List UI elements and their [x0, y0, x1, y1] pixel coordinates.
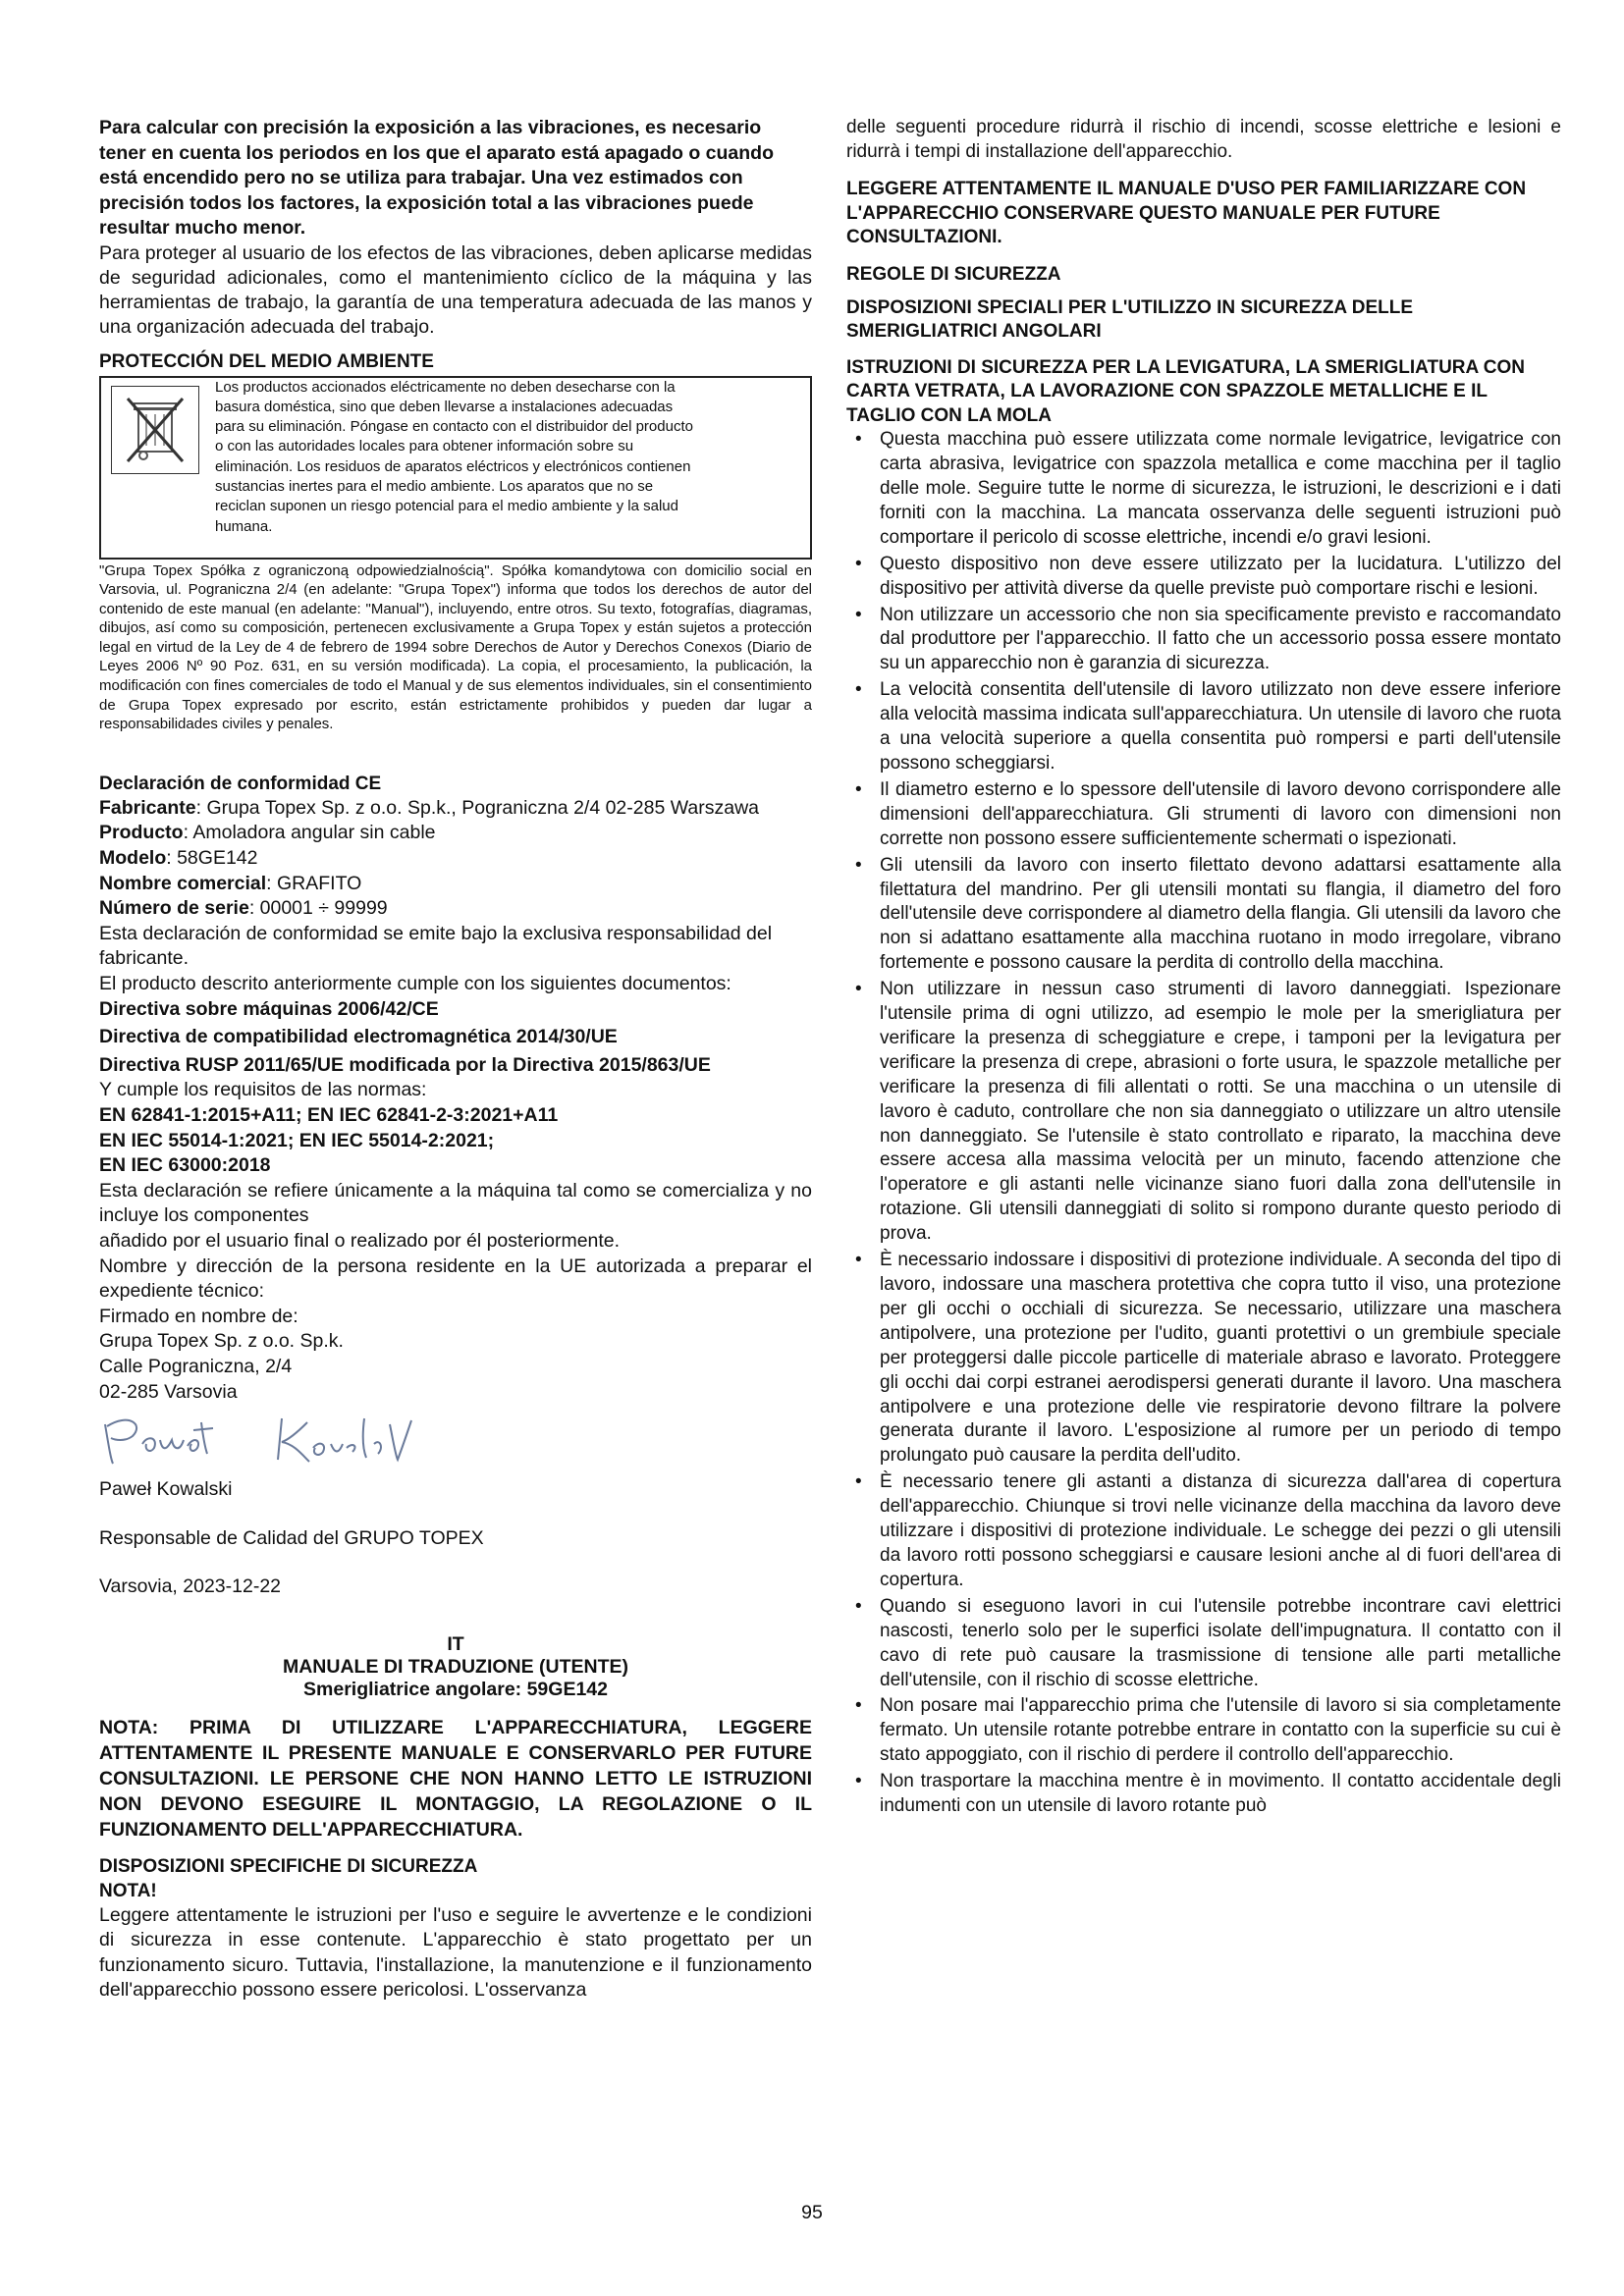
trade-name-value: : GRAFITO [266, 872, 362, 894]
ce-declaration-title: Declaración de conformidad CE [99, 773, 382, 794]
signer-name: Paweł Kowalski [99, 1478, 233, 1501]
weee-bin-icon [111, 386, 199, 474]
standard-line-3: EN IEC 63000:2018 [99, 1154, 271, 1177]
list-item: • La velocità consentita dell'utensile di lavoro utilizzato non deve essere inferiore alla velocità massima indicata sull'apparecchiatura. Un utensile di lavoro che ruota a una velocità superiore a quella consentita può rompersi e parti dell'utensile possono scheggiarsi. [846, 678, 1561, 776]
env-line: para su eliminación. Póngase en contacto con el distribuidor del producto [215, 418, 693, 436]
list-item: • Non utilizzare in nessun caso strumenti di lavoro danneggiati. Ispezionare l'utensile prima di ogni utilizzo, ad esempio le mole per la smerigliatura per verificare la presenza di scheggiature e crepe, i tamponi per la levigatura per verificare la presenza di crepe, abrasioni o forte usura, le spazzole metalliche per verificare la presenza di fili allentati o rotti. Se una macchina o un utensile di lavoro è caduto, controllare che non sia danneggiato o utilizzare un altro utensile non danneggiato. Se l'utensile è stato controllato e riparato, la macchina deve essere accesa alla massima velocità per un minuto, facendo attenzione che l'operatore e gli astanti nelle vicinanze siano fuori dalla zona dell'utensile in rotazione. Gli utensili danneggiati di solito si rompono durante questo periodo di prova. [846, 978, 1561, 1247]
nota-label: NOTA! [99, 1880, 157, 1901]
serial-value: : 00001 ÷ 99999 [248, 897, 388, 920]
env-protection-text [215, 378, 810, 537]
page-number: 95 [801, 2202, 823, 2223]
trade-name-label: Nombre comercial [99, 872, 267, 894]
vibration-protection-text: Para proteger al usuario de los efectos de las vibraciones, deben aplicarse medidas de seguridad adicionales, como el mantenimiento cíclico de la máquina y las herramientas de trabajo, la garantía de una temperatura adecuada de las manos y una organización adecuada del trabajo. [99, 241, 812, 338]
list-item: • Non posare mai l'apparecchio prima che l'utensile di lavoro si sia completamente fermato. Un utensile rotante potrebbe entrare in contatto con la superficie su cui è stato appoggiato, con il rischio di perdere il controllo dell'apparecchio. [846, 1694, 1561, 1768]
list-item: • Il diametro esterno e lo spessore dell'utensile di lavoro devono corrispondere alle dimensioni dell'apparecchiatura. Gli strumenti di lavoro con dimensioni non corrette non possono essere sufficientemente schermati o ispezionati. [846, 778, 1561, 852]
company-city: 02-285 Varsovia [99, 1380, 238, 1403]
company-name: Grupa Topex Sp. z o.o. Sp.k. [99, 1330, 344, 1353]
ce-declaration [99, 772, 812, 1600]
env-line: o con las autoridades locales para obtener información sobre su [215, 438, 634, 455]
directive-emc: Directiva de compatibilidad electromagnética 2014/30/UE [99, 1026, 618, 1048]
manufacturer-value: : Grupa Topex Sp. z o.o. Sp.k., Pograniczna 2/4 02-285 Warszawa [195, 796, 760, 819]
manual-title: MANUALE DI TRADUZIONE (UTENTE) [282, 1655, 629, 1678]
standards-intro: Y cumple los requisitos de las normas: [99, 1079, 427, 1101]
company-street: Calle Pograniczna, 2/4 [99, 1355, 293, 1377]
product-label: Producto [99, 822, 184, 844]
left-column [99, 116, 812, 2003]
vibration-exposure-note: Para calcular con precisión la exposición a las vibraciones, es necesario tener en cuenta los periodos en los que el aparato está apagado o cuando está encendido pero no se utiliza para trabajar. Una vez estimados con precisión todos los factores, la exposición total a las vibraciones puede resultar mucho menor. [99, 117, 774, 239]
it-warning-note: NOTA: PRIMA DI UTILIZZARE L'APPARECCHIATURA, LEGGERE ATTENTAMENTE IL PRESENTE MANUALE E CONSERVARLO PER FUTURE CONSULTAZIONI. LE PERSONE CHE NON HANNO LETTO LE ISTRUZIONI NON DEVONO ESEGUIRE IL MONTAGGIO, LA REGOLAZIONE O IL FUNZIONAMENTO DELL'APPARECCHIATURA. [99, 1716, 812, 1841]
safety-provisions-title: DISPOSIZIONI SPECIFICHE DI SICUREZZA [99, 1855, 478, 1877]
env-line: reciclan suponen un riesgo potencial para el medio ambiente y la salud [215, 498, 678, 515]
responsibility-text: Esta declaración de conformidad se emite bajo la exclusiva responsabilidad del fabricante. [99, 922, 773, 970]
env-line: sustancias inertes para el medio ambiente. Los aparatos que no se [215, 477, 654, 495]
env-line: eliminación. Los residuos de aparatos eléctricos y electrónicos contienen [215, 457, 691, 475]
env-line: Los productos accionados eléctricamente no deben desecharse con la [215, 378, 676, 396]
added-by-user-text: añadido por el usuario final o realizado por él posteriormente. [99, 1229, 621, 1252]
env-line: humana. [215, 517, 273, 535]
list-item: • Gli utensili da lavoro con inserto filettato devono adattarsi esattamente alla filettatura del mandrino. Per gli utensili montati su flangia, il diametro del foro dell'utensile deve corrispondere al diametro della flangia. Gli utensili da lavoro che non si adattano esattamente alla macchina ruotano in modo irregolare, vibrano fortemente e possono causare la perdita di controllo della macchina. [846, 854, 1561, 977]
scope-text: Esta declaración se refiere únicamente a la máquina tal como se comercializa y no incluye los componentes [99, 1179, 812, 1227]
standard-line-1: EN 62841-1:2015+A11; EN IEC 62841-2-3:2021+A11 [99, 1103, 559, 1126]
angle-grinder-provisions-heading: DISPOSIZIONI SPECIALI PER L'UTILIZZO IN SICUREZZA DELLE SMERIGLIATRICI ANGOLARI [846, 296, 1414, 343]
env-protection-title: PROTECCIÓN DEL MEDIO AMBIENTE [99, 350, 434, 372]
list-item: • Quando si eseguono lavori in cui l'utensile potrebbe incontrare cavi elettrici nascosti, tenerlo solo per le superfici isolate dell'impugnatura. Il contatto con il cavo di rete può causare la trasmissione di tensione alle parti metalliche dell'utensile, con il rischio di scosse elettriche. [846, 1595, 1561, 1693]
read-instructions-text: Leggere attentamente le istruzioni per l'uso e seguire le avvertenze e le condizioni di sicurezza in esse contenute. L'apparecchio è stato progettato per un funzionamento sicuro. Tuttavia, l'installazione, la manutenzione e il funzionamento dell'apparecchio possono essere pericolosi. L'osservanza [99, 1903, 812, 2002]
safety-bullet-list [846, 428, 1561, 1819]
signed-on-behalf: Firmado en nombre de: [99, 1305, 298, 1327]
serial-label: Número de serie [99, 897, 249, 920]
it-section [99, 1633, 812, 2003]
list-item: • Questa macchina può essere utilizzata come normale levigatrice, levigatrice con carta abrasiva, levigatrice con spazzola metallica e come macchina per il taglio delle mole. Seguire tutte le norme di sicurezza, le istruzioni, le descrizioni e i dati forniti con la macchina. La mancata osservanza delle seguenti istruzioni può comportare il pericolo di scosse elettriche, incendi e/o gravi lesioni. [846, 428, 1561, 551]
list-item: • Non trasportare la macchina mentre è in movimento. Il contatto accidentale degli indumenti con un utensile di lavoro rotante può [846, 1770, 1561, 1819]
signer-role: Responsable de Calidad del GRUPO TOPEX [99, 1526, 484, 1549]
directive-machinery: Directiva sobre máquinas 2006/42/CE [99, 997, 439, 1020]
env-protection-box [99, 376, 812, 560]
language-code: IT [447, 1632, 464, 1655]
list-item: • Non utilizzare un accessorio che non sia specificamente previsto e raccomandato dal produttore per l'apparecchio. Il fatto che un accessorio possa essere montato su un apparecchio non è garanzia di sicurezza. [846, 604, 1561, 677]
model-label: Modelo [99, 847, 167, 870]
standard-line-2: EN IEC 55014-1:2021; EN IEC 55014-2:2021; [99, 1129, 495, 1151]
complies-text: El producto descrito anteriormente cumple con los siguientes documentos: [99, 973, 731, 994]
copyright-notice: "Grupa Topex Spółka z ograniczoną odpowiedzialnością". Spółka komandytowa con domicilio social en Varsovia, ul. Pograniczna 2/4 (en adelante: "Grupa Topex") informa que todos los derechos de autor del contenido de este manual (en adelante: "Manual"), incluyendo, entre otros. Su texto, fotografías, diagramas, dibujos, así como su composición, pertenecen exclusivamente a Grupa Topex y están sujetos a protección legal en virtud de la Ley de 4 de febrero de 1994 sobre Derechos de Autor y Derechos Conexos (Diario de Leyes 2006 Nº 90 Poz. 631, en su versión modificada). La copia, el procesamiento, la publicación, la modificación con fines comerciales de todo el Manual y de sus elementos individuales, sin el consentimiento de Grupa Topex expresado por escrito, están estrictamente prohibidos y pueden dar lugar a responsabilidades civiles y penales. [99, 561, 812, 733]
sanding-instructions-heading: ISTRUZIONI DI SICUREZZA PER LA LEVIGATURA, LA SMERIGLIATURA CON CARTA VETRATA, LA LAVORAZIONE CON SPAZZOLE METALLICHE E IL TAGLIO CON LA MOLA [846, 356, 1526, 426]
model-value: : 58GE142 [166, 847, 258, 870]
list-item: • È necessario tenere gli astanti a distanza di sicurezza dall'area di copertura dell'apparecchio. Chiunque si trovi nelle vicinanze della macchina da lavoro deve utilizzare i dispositivi di protezione individuale. Le schegge dei pezzi o gli utensili da lavoro rotti possono scheggiarsi e causare lesioni anche al di fuori dell'area di copertura. [846, 1470, 1561, 1593]
signature [99, 1405, 812, 1471]
directive-rohs: Directiva RUSP 2011/65/UE modificada por la Directiva 2015/863/UE [99, 1053, 711, 1076]
read-manual-heading: LEGGERE ATTENTAMENTE IL MANUALE D'USO PER FAMILIARIZZARE CON L'APPARECCHIO CONSERVARE QUESTO MANUALE PER FUTURE CONSULTAZIONI. [846, 179, 1527, 248]
manual-subtitle: Smerigliatrice angolare: 59GE142 [303, 1678, 608, 1700]
list-item: • È necessario indossare i dispositivi di protezione individuale. A seconda del tipo di lavoro, indossare una maschera protettiva che copra tutto il viso, una protezione per gli occhi o occhiali di sicurezza. Se necessario, utilizzare una maschera antipolvere, una protezione per l'udito, guanti protettivi o un grembiule speciale per proteggersi dalle piccole particelle di materiale abraso e lavorato. Proteggere gli occhi dai corpi estranei aerodispersi generati durante il lavoro. Una maschera antipolvere e una protezione delle vie respiratorie devono filtrare la polvere generata durante il lavoro. L'esposizione al rumore per un periodo di tempo prolungato può causare la perdita dell'udito. [846, 1249, 1561, 1468]
authorized-person-text: Nombre y dirección de la persona residente en la UE autorizada a preparar el expediente técnico: [99, 1255, 812, 1303]
right-column [846, 116, 1561, 1821]
declaration-date: Varsovia, 2023-12-22 [99, 1575, 282, 1598]
list-item: • Questo dispositivo non deve essere utilizzato per la lucidatura. L'utilizzo del dispositivo per attività diverse da quelle previste può comportare rischi e lesioni. [846, 553, 1561, 602]
env-line: basura doméstica, sino que deben llevarse a instalaciones adecuadas [215, 398, 674, 415]
continued-text: delle seguenti procedure ridurrà il rischio di incendi, scosse elettriche e lesioni e ridurrà i tempi di installazione dell'apparecchio. [846, 117, 1561, 162]
safety-rules-heading: REGOLE DI SICUREZZA [846, 263, 1061, 285]
product-value: : Amoladora angular sin cable [183, 822, 436, 844]
manufacturer-label: Fabricante [99, 796, 196, 819]
